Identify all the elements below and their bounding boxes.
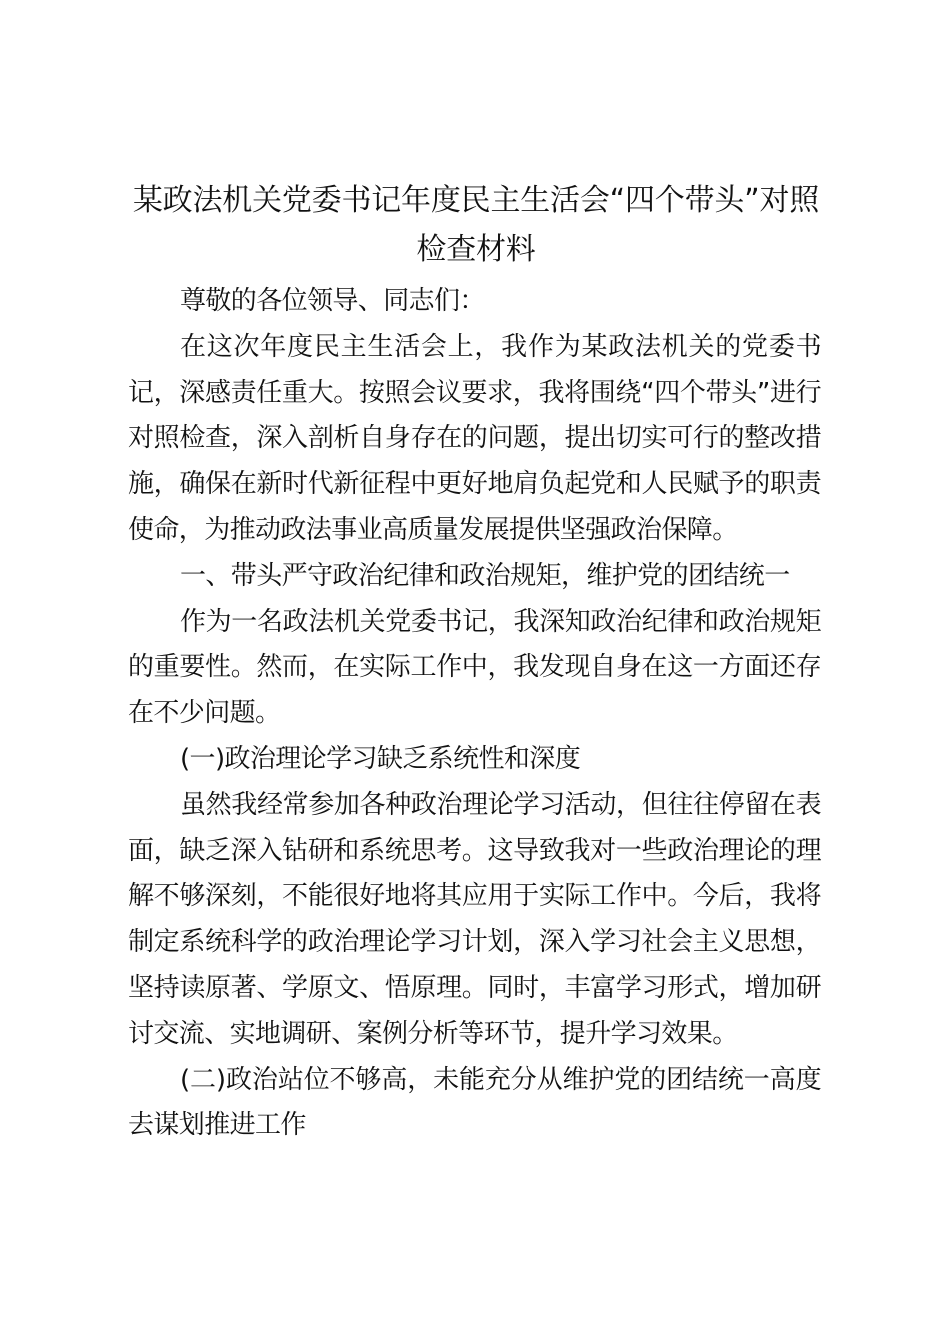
section-heading-1: 一、带头严守政治纪律和政治规矩，维护党的团结统一 [180,560,790,591]
subsection-heading-2: (二)政治站位不够高，未能充分从维护党的团结统一高度去谋划推进工作 [128,1064,821,1141]
subsection-1-paragraph: 虽然我经常参加各种政治理论学习活动，但往往停留在表面，缺乏深入钻研和系统思考。这导致我对一些政治理论的理解不够深刻，不能很好地将其应用于实际工作中。今后，我将制定系统科学的政治理论学习计划，深入学习社会主义思想，坚持读原著、学原文、悟原理。同时，丰富学习形式，增加研讨交流、实地调研、案例分析等环节，提升学习效果。 [128,789,821,1049]
document-title: 某政法机关党委书记年度民主生活会“四个带头”对照检查材料 [132,183,820,267]
salutation: 尊敬的各位领导、同志们： [180,286,485,316]
document-body [128,279,821,1149]
subsection-heading-1: (一)政治理论学习缺乏系统性和深度 [180,743,581,774]
intro-paragraph: 在这次年度民主生活会上，我作为某政法机关的党委书记，深感责任重大。按照会议要求，我将围绕“四个带头”进行对照检查，深入剖析自身存在的问题，提出切实可行的整改措施，确保在新时代新征程中更好地肩负起党和人民赋予的职责使命，为推动政法事业高质量发展提供坚强政治保障。 [128,331,821,545]
section-1-paragraph: 作为一名政法机关党委书记，我深知政治纪律和政治规矩的重要性。然而，在实际工作中，我发现自身在这一方面还存在不少问题。 [128,606,821,729]
